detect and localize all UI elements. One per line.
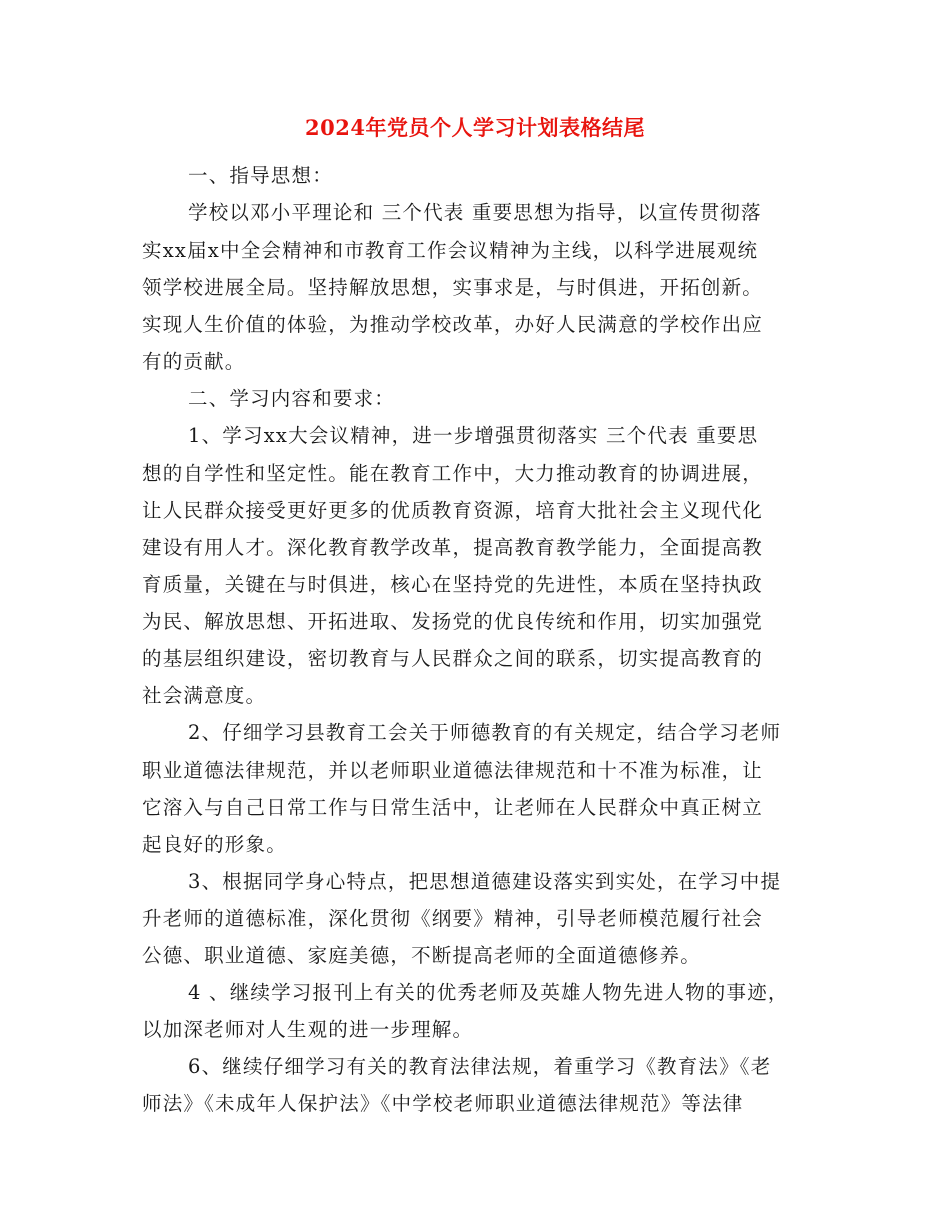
paragraph-line: 起良好的形象。	[142, 833, 287, 856]
paragraph-line: 实现人生价值的体验，为推动学校改革，办好人民满意的学校作出应	[142, 313, 764, 336]
paragraph-line: 6、继续仔细学习有关的教育法律法规，着重学习《教育法》《老	[188, 1055, 772, 1078]
paragraph-line: 建设有用人才。深化教育教学改革，提高教育教学能力，全面提高教	[142, 536, 764, 559]
paragraph-line: 师法》《未成年人保护法》《中学校老师职业道德法律规范》等法律	[142, 1092, 744, 1115]
paragraph-line: 实xx届x中全会精神和市教育工作会议精神为主线，以科学进展观统	[142, 239, 759, 262]
paragraph-line: 2、仔细学习县教育工会关于师德教育的有关规定，结合学习老师	[188, 721, 782, 744]
paragraph-line: 为民、解放思想、开拓进取、发扬党的优良传统和作用，切实加强党	[142, 610, 764, 633]
paragraph-line: 学校以邓小平理论和 三个代表 重要思想为指导，以宣传贯彻落	[188, 201, 762, 224]
document-title: 2024年党员个人学习计划表格结尾	[305, 115, 645, 140]
paragraph-line: 让人民群众接受更好更多的优质教育资源，培育大批社会主义现代化	[142, 499, 764, 522]
paragraph-line: 的基层组织建设，密切教育与人民群众之间的联系，切实提高教育的	[142, 647, 764, 670]
paragraph-line: 育质量，关键在与时俱进，核心在坚持党的先进性，本质在坚持执政	[142, 573, 764, 596]
paragraph-line: 想的自学性和坚定性。能在教育工作中，大力推动教育的协调进展，	[142, 462, 764, 485]
paragraph-line: 以加深老师对人生观的进一步理解。	[142, 1018, 474, 1041]
paragraph-line: 它溶入与自己日常工作与日常生活中，让老师在人民群众中真正树立	[142, 796, 764, 819]
paragraph-line: 3、根据同学身心特点，把思想道德建设落实到实处，在学习中提	[188, 870, 782, 893]
paragraph-line: 职业道德法律规范，并以老师职业道德法律规范和十不准为标准，让	[142, 759, 764, 782]
paragraph-line: 领学校进展全局。坚持解放思想，实事求是，与时俱进，开拓创新。	[142, 276, 764, 299]
paragraph-line: 公德、职业道德、家庭美德，不断提高老师的全面道德修养。	[142, 944, 701, 967]
paragraph-line: 4 、继续学习报刊上有关的优秀老师及英雄人物先进人物的事迹，	[188, 981, 789, 1004]
paragraph-line: 二、学习内容和要求：	[188, 387, 396, 410]
paragraph-line: 升老师的道德标准，深化贯彻《纲要》精神，引导老师模范履行社会	[142, 907, 764, 930]
paragraph-line: 1、学习xx大会议精神，进一步增强贯彻落实 三个代表 重要思	[188, 424, 759, 447]
paragraph-line: 社会满意度。	[142, 684, 267, 707]
paragraph-line: 有的贡献。	[142, 350, 246, 373]
paragraph-line: 一、指导思想：	[188, 164, 333, 187]
